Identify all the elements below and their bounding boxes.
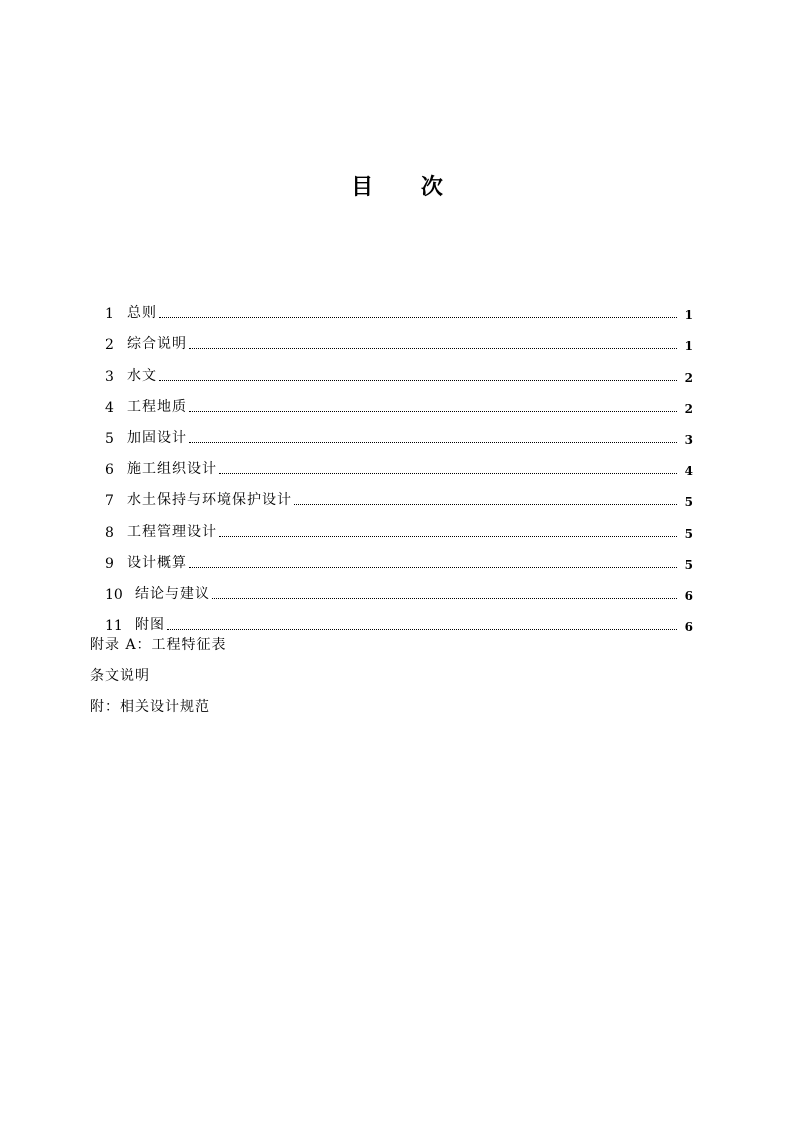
toc-entry-label: 水土保持与环境保护设计 — [127, 492, 292, 509]
toc-dot-leader — [189, 347, 677, 349]
toc-entry-page: 2 — [684, 401, 693, 416]
toc-entry-page: 6 — [684, 588, 693, 603]
toc-entry-label: 附图 — [135, 617, 165, 634]
toc-entry-number: 9 — [105, 555, 114, 572]
toc-dot-leader — [159, 379, 677, 381]
toc-entry-11[interactable] — [105, 603, 693, 634]
toc-dot-leader — [189, 441, 677, 443]
toc-entry-number: 4 — [105, 399, 114, 416]
toc-dot-leader — [219, 535, 677, 537]
toc-entry-number: 10 — [105, 586, 123, 603]
toc-entry-10[interactable] — [105, 572, 693, 603]
toc-entry-5[interactable] — [105, 416, 693, 447]
toc-entry-label: 工程地质 — [127, 398, 187, 415]
toc-entry-label: 总则 — [127, 305, 157, 322]
toc-entry-page: 2 — [684, 370, 693, 385]
toc-entry-6[interactable] — [105, 447, 693, 478]
toc-entry-page: 5 — [684, 526, 693, 541]
toc-entry-page: 5 — [684, 495, 693, 510]
table-of-contents — [105, 291, 693, 634]
toc-entry-page: 1 — [684, 339, 693, 354]
toc-entry-4[interactable] — [105, 385, 693, 416]
toc-entry-number: 7 — [105, 493, 114, 510]
toc-entry-number: 6 — [105, 462, 114, 479]
toc-entry-number: 3 — [105, 368, 114, 385]
toc-entry-number: 11 — [105, 618, 123, 635]
toc-entry-3[interactable] — [105, 353, 693, 384]
toc-dot-leader — [212, 597, 677, 599]
toc-dot-leader — [219, 472, 677, 474]
toc-entry-7[interactable] — [105, 478, 693, 509]
attachment-entry[interactable]: 附：相关设计规范 — [90, 699, 210, 715]
toc-entry-number: 8 — [105, 524, 114, 541]
toc-entry-label: 加固设计 — [127, 429, 187, 446]
toc-entry-2[interactable] — [105, 322, 693, 353]
toc-entry-9[interactable] — [105, 541, 693, 572]
toc-entry-number: 2 — [105, 337, 114, 354]
toc-entry-page: 4 — [684, 464, 693, 479]
toc-entry-label: 工程管理设计 — [127, 523, 217, 540]
toc-entry-page: 1 — [684, 308, 693, 323]
toc-entry-number: 5 — [105, 430, 114, 447]
toc-entry-label: 结论与建议 — [135, 585, 210, 602]
toc-entry-label: 水文 — [127, 367, 157, 384]
toc-entry-1[interactable] — [105, 291, 693, 322]
toc-dot-leader — [189, 410, 677, 412]
toc-entry-page: 5 — [684, 557, 693, 572]
toc-entry-8[interactable] — [105, 509, 693, 540]
toc-entry-page: 6 — [684, 620, 693, 635]
page-title: 目 次 — [351, 174, 463, 200]
appendix-a-entry[interactable]: 附录 A：工程特征表 — [90, 637, 227, 653]
toc-dot-leader — [189, 566, 677, 568]
toc-dot-leader — [294, 503, 677, 505]
toc-entry-number: 1 — [105, 306, 114, 323]
toc-entry-label: 施工组织设计 — [127, 461, 217, 478]
toc-entry-page: 3 — [684, 432, 693, 447]
toc-entry-label: 设计概算 — [127, 554, 187, 571]
toc-entry-label: 综合说明 — [127, 336, 187, 353]
clause-notes-entry[interactable]: 条文说明 — [90, 668, 150, 684]
toc-dot-leader — [159, 316, 677, 318]
toc-dot-leader — [167, 628, 677, 630]
